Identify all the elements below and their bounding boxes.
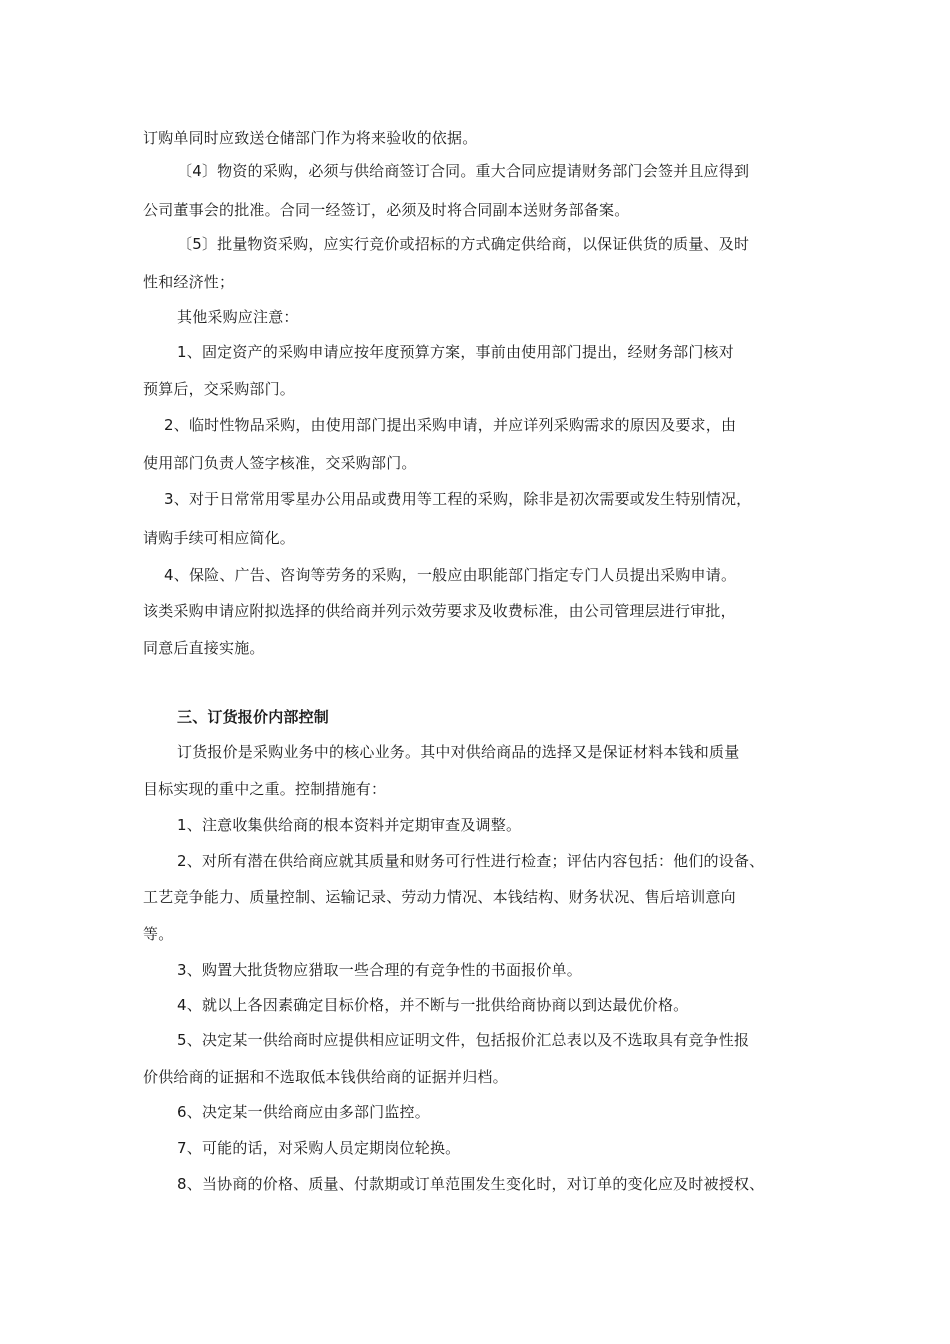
paragraph-line: 3、购置大批货物应猎取一些合理的有竞争性的书面报价单。 bbox=[177, 961, 582, 979]
paragraph-line: 2、对所有潜在供给商应就其质量和财务可行性进行检查；评估内容包括：他们的设备、 bbox=[177, 852, 765, 870]
paragraph-line: 目标实现的重中之重。控制措施有： bbox=[143, 780, 387, 798]
paragraph-line: 等。 bbox=[143, 925, 174, 943]
paragraph-line: 2、临时性物品采购，由使用部门提出采购申请，并应详列采购需求的原因及要求，由 bbox=[164, 416, 737, 434]
paragraph-line: 6、决定某一供给商应由多部门监控。 bbox=[177, 1103, 430, 1121]
paragraph-line: 〔4〕物资的采购，必须与供给商签订合同。重大合同应提请财务部门会签并且应得到 bbox=[177, 162, 750, 180]
paragraph-line: 使用部门负责人签字核准，交采购部门。 bbox=[143, 454, 417, 472]
paragraph-line: 价供给商的证据和不选取低本钱供给商的证据并归档。 bbox=[143, 1068, 508, 1086]
paragraph-line: 4、就以上各因素确定目标价格，并不断与一批供给商协商以到达最优价格。 bbox=[177, 996, 689, 1014]
paragraph-line: 5、决定某一供给商时应提供相应证明文件，包括报价汇总表以及不选取具有竞争性报 bbox=[177, 1031, 750, 1049]
paragraph-line: 7、可能的话，对采购人员定期岗位轮换。 bbox=[177, 1139, 461, 1157]
paragraph-line: 其他采购应注意： bbox=[177, 308, 299, 326]
paragraph-line: 请购手续可相应简化。 bbox=[143, 529, 296, 547]
paragraph-line: 订货报价是采购业务中的核心业务。其中对供给商品的选择又是保证材料本钱和质量 bbox=[177, 743, 740, 761]
paragraph-line: 〔5〕批量物资采购，应实行竞价或招标的方式确定供给商，以保证供货的质量、及时 bbox=[177, 235, 750, 253]
paragraph-line: 预算后，交采购部门。 bbox=[143, 380, 296, 398]
paragraph-line: 性和经济性； bbox=[143, 273, 235, 291]
section-heading: 三、订货报价内部控制 bbox=[177, 708, 330, 726]
paragraph-line: 该类采购申请应附拟选择的供给商并列示效劳要求及收费标准，由公司管理层进行审批， bbox=[143, 602, 736, 620]
paragraph-line: 同意后直接实施。 bbox=[143, 639, 265, 657]
paragraph-line: 公司董事会的批准。合同一经签订，必须及时将合同副本送财务部备案。 bbox=[143, 201, 630, 219]
paragraph-line: 1、注意收集供给商的根本资料并定期审查及调整。 bbox=[177, 816, 522, 834]
paragraph-line: 4、保险、广告、咨询等劳务的采购，一般应由职能部门指定专门人员提出采购申请。 bbox=[164, 566, 737, 584]
paragraph-line: 3、对于日常常用零星办公用品或费用等工程的采购，除非是初次需要或发生特别情况， bbox=[164, 490, 752, 508]
paragraph-line: 工艺竞争能力、质量控制、运输记录、劳动力情况、本钱结构、财务状况、售后培训意向 bbox=[143, 888, 736, 906]
paragraph-line: 1、固定资产的采购申请应按年度预算方案，事前由使用部门提出，经财务部门核对 bbox=[177, 343, 734, 361]
paragraph-line: 订购单同时应致送仓储部门作为将来验收的依据。 bbox=[143, 129, 478, 147]
paragraph-line: 8、当协商的价格、质量、付款期或订单范围发生变化时，对订单的变化应及时被授权、 bbox=[177, 1175, 765, 1193]
